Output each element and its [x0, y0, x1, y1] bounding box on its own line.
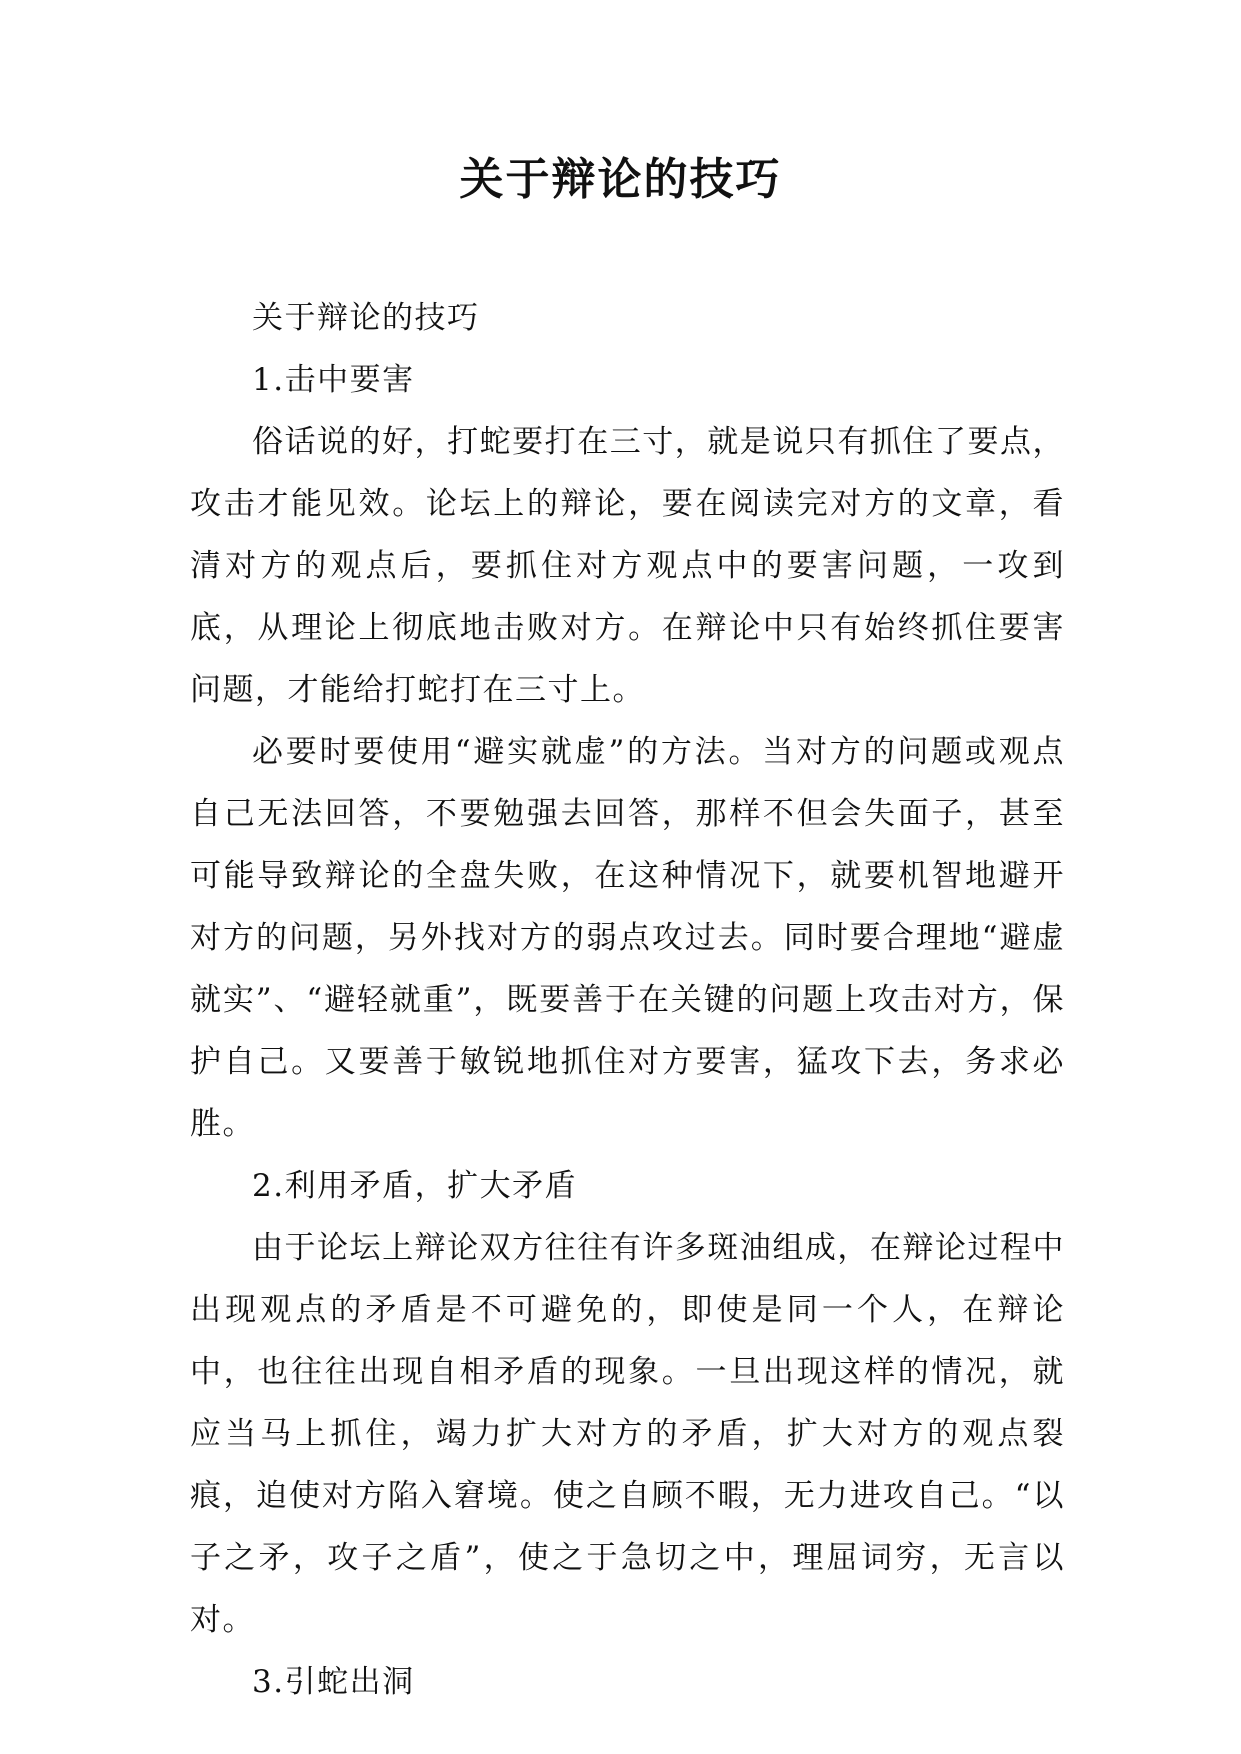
- document-title: 关于辩论的技巧: [459, 154, 782, 205]
- section-heading-1: 1.击中要害: [252, 362, 415, 398]
- section-heading-2: 2.利用矛盾，扩大矛盾: [252, 1168, 578, 1204]
- section-heading-3: 3.引蛇出洞: [252, 1664, 415, 1700]
- paragraph: 由于论坛上辩论双方往往有许多斑油组成，在辩论过程中出现观点的矛盾是不可避免的，即使是同一个人，在辩论中，也往往出现自相矛盾的现象。一旦出现这样的情况，就应当马上抓住，竭力扩大对方的矛盾，扩大对方的观点裂痕，迫使对方陷入窘境。使之自顾不暇，无力进攻自己。“以子之矛，攻子之盾”，使之于急切之中，理屈词穷，无言以对。: [190, 1230, 1065, 1638]
- paragraph: 俗话说的好，打蛇要打在三寸，就是说只有抓住了要点，攻击才能见效。论坛上的辩论，要在阅读完对方的文章，看清对方的观点后，要抓住对方观点中的要害问题，一攻到底，从理论上彻底地击败对方。在辩论中只有始终抓住要害问题，才能给打蛇打在三寸上。: [190, 424, 1065, 708]
- paragraph-subtitle: 关于辩论的技巧: [252, 300, 480, 336]
- document-body: [190, 287, 1065, 1713]
- paragraph: 必要时要使用“避实就虚”的方法。当对方的问题或观点自己无法回答，不要勉强去回答，那样不但会失面子，甚至可能导致辩论的全盘失败，在这种情况下，就要机智地避开对方的问题，另外找对方的弱点攻过去。同时要合理地“避虚就实”、“避轻就重”，既要善于在关键的问题上攻击对方，保护自己。又要善于敏锐地抓住对方要害，猛攻下去，务求必胜。: [190, 734, 1065, 1142]
